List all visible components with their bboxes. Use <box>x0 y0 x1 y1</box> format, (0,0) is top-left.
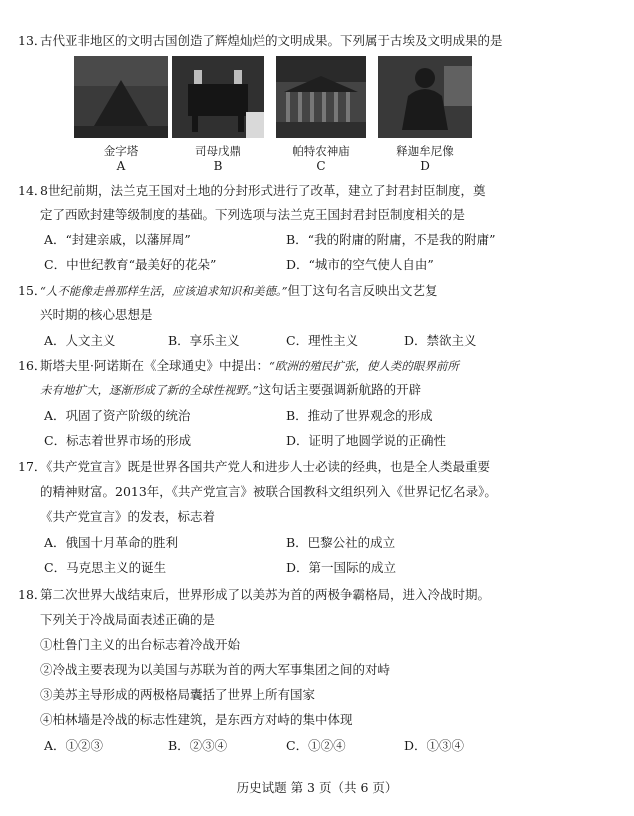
question-14 <box>18 182 618 199</box>
image-parthenon <box>276 56 366 138</box>
option-c: C．马克思主义的诞生 <box>44 560 167 575</box>
question-18 <box>18 586 618 603</box>
quoted-text: 未有地扩大，逐渐形成了新的全球性视野。” <box>40 383 259 397</box>
statement-4: ④柏林墙是冷战的标志性建筑，是东西方对峙的集中体现 <box>40 712 353 727</box>
option-a: A．人文主义 <box>44 333 116 348</box>
question-number: 17． <box>18 459 47 474</box>
question-text-line3: 《共产党宣言》的发表，标志着 <box>40 509 216 524</box>
question-text-line2: 兴时期的核心思想是 <box>40 307 153 322</box>
option-c: C．中世纪教育“最美好的花朵” <box>44 257 217 272</box>
image-pyramid <box>74 56 168 138</box>
image-buddha-statue <box>378 56 472 138</box>
statement-2: ②冷战主要表现为以美国与苏联为首的两大军事集团之间的对峙 <box>40 662 391 677</box>
option-letter-b: B <box>213 159 223 173</box>
question-text-line1: 《共产党宣言》既是世界各国共产党人和进步人士必读的经典，也是全人类最重要 <box>40 459 491 474</box>
option-b: B．②③④ <box>168 738 228 753</box>
option-d: D．“城市的空气使人自由” <box>286 257 434 272</box>
question-text-line2 <box>40 381 421 399</box>
page-footer: 历史试题 第 3 页（共 6 页） <box>236 780 398 795</box>
option-d: D．证明了地圆学说的正确性 <box>286 433 447 448</box>
option-b: B．推动了世界观念的形成 <box>286 408 433 423</box>
option-d: D．第一国际的成立 <box>286 560 397 575</box>
statement-3: ③美苏主导形成的两极格局囊括了世界上所有国家 <box>40 687 316 702</box>
option-a: A．“封建亲戚，以藩屏周” <box>44 232 191 247</box>
question-15 <box>18 282 618 300</box>
question-text-line2: 的精神财富。2013年，《共产党宣言》被联合国教科文组织列入《世界记忆名录》。 <box>40 484 497 499</box>
question-text: 斯塔夫里·阿诺斯在《全球通史》中提出： <box>40 358 269 373</box>
image-caption-a: 金字塔 <box>103 144 139 158</box>
quoted-text: “人不能像走兽那样生活，应该追求知识和美德。” <box>40 284 288 298</box>
option-b: B．巴黎公社的成立 <box>286 535 396 550</box>
option-letter-a: A <box>116 159 126 173</box>
image-caption-b: 司母戊鼎 <box>195 144 241 158</box>
option-a: A．巩固了资产阶级的统治 <box>44 408 191 423</box>
question-text-line2: 定了西欧封建等级制度的基础。下列选项与法兰克王国封君封臣制度相关的是 <box>40 207 466 222</box>
image-caption-d: 释迦牟尼像 <box>396 144 454 158</box>
question-number: 15． <box>18 283 47 298</box>
statement-1: ①杜鲁门主义的出台标志着冷战开始 <box>40 637 241 652</box>
option-d: D．①③④ <box>404 738 465 753</box>
option-letter-d: D <box>420 159 430 173</box>
option-d: D．禁欲主义 <box>404 333 477 348</box>
option-b: B．“我的附庸的附庸，不是我的附庸” <box>286 232 496 247</box>
question-number: 18． <box>18 587 47 602</box>
image-caption-c: 帕特农神庙 <box>292 144 350 158</box>
option-c: C．理性主义 <box>286 333 359 348</box>
option-letter-c: C <box>316 159 326 173</box>
question-text-line2: 下列关于冷战局面表述正确的是 <box>40 612 216 627</box>
question-text: 这句话主要强调新航路的开辟 <box>258 382 422 397</box>
question-text-line1: 8世纪前期，法兰克王国对土地的分封形式进行了改革，建立了封君封臣制度，奠 <box>40 183 486 198</box>
question-number: 16． <box>18 358 47 373</box>
question-text: 但丁这句名言反映出文艺复 <box>287 283 438 298</box>
option-c: C．①②④ <box>286 738 346 753</box>
option-b: B．享乐主义 <box>168 333 240 348</box>
option-c: C．标志着世界市场的形成 <box>44 433 192 448</box>
question-text-line1: 第二次世界大战结束后，世界形成了以美苏为首的两极争霸格局，进入冷战时期。 <box>40 587 491 602</box>
question-number: 14． <box>18 183 47 198</box>
option-a: A．俄国十月革命的胜利 <box>44 535 179 550</box>
question-16 <box>18 357 618 375</box>
option-a: A．①②③ <box>44 738 104 753</box>
image-ding-vessel <box>172 56 264 138</box>
question-text: 古代亚非地区的文明古国创造了辉煌灿烂的文明成果。下列属于古埃及文明成果的是 <box>40 33 503 48</box>
quoted-text: “欧洲的殖民扩张，使人类的眼界前所 <box>268 359 459 373</box>
question-13 <box>18 32 618 49</box>
question-17 <box>18 458 618 475</box>
question-number: 13． <box>18 33 47 48</box>
